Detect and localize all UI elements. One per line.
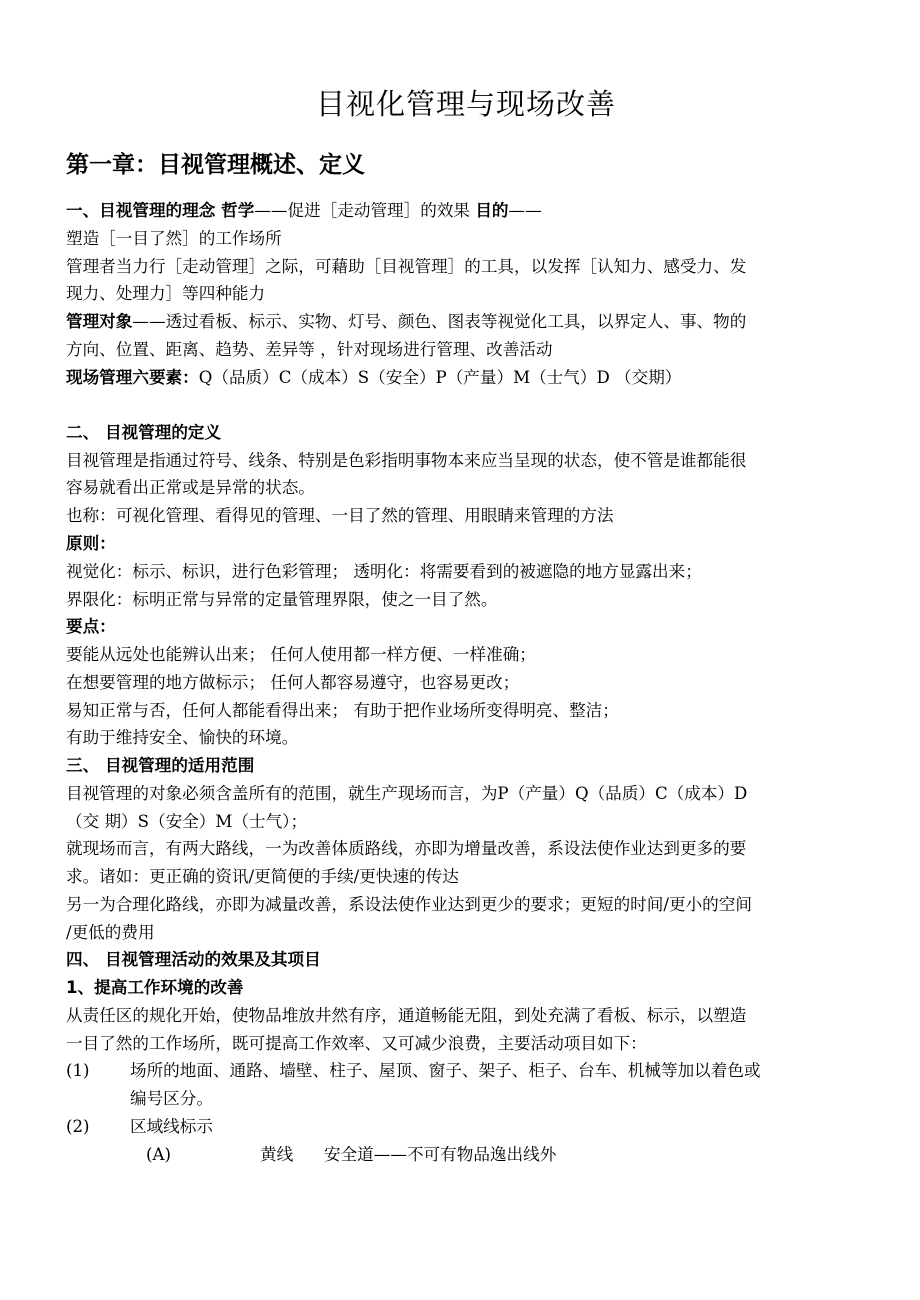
section-1-title: 一、目视管理的理念 哲学	[66, 201, 255, 220]
paragraph-line: 从责任区的规化开始，使物品堆放井然有序，通道畅能无阻，到处充满了看板、标示，以塑造	[66, 1006, 747, 1025]
section-4-heading: 四、 目视管理活动的效果及其项目	[66, 950, 321, 969]
principle-line: 视觉化：标示、标识，进行色彩管理； 透明化：将需要看到的被遮隐的地方显露出来；	[66, 562, 702, 581]
list-item-number: (1)	[66, 1061, 90, 1080]
document-title: 目视化管理与现场改善	[315, 87, 616, 121]
paragraph-line: 塑造［一目了然］的工作场所	[66, 229, 282, 248]
paragraph-line: 目视管理的对象必须含盖所有的范围，就生产现场而言，为P（产量）Q（品质）C（成本）D	[66, 784, 748, 803]
list-item-text: 场所的地面、通路、墙壁、柱子、屋顶、窗子、架子、柜子、台车、机械等加以着色或	[130, 1061, 761, 1080]
management-object-label: 管理对象	[66, 312, 133, 331]
chapter-heading: 第一章：目视管理概述、定义	[66, 152, 365, 178]
key-points-label: 要点：	[66, 617, 116, 636]
principle-line: 界限化：标明正常与异常的定量管理界限，使之一目了然。	[66, 590, 498, 609]
paragraph-line: /更低的费用	[66, 923, 155, 942]
list-item-number: (2)	[66, 1117, 90, 1136]
paragraph-line: 容易就看出正常或是异常的状态。	[66, 478, 315, 497]
section-3-heading: 三、 目视管理的适用范围	[66, 756, 255, 775]
paragraph-line: 也称：可视化管理、看得见的管理、一目了然的管理、用眼睛来管理的方法	[66, 506, 614, 525]
management-object-line	[66, 311, 746, 333]
paragraph-line: 一目了然的工作场所，既可提高工作效率、又可减少浪费，主要活动项目如下：	[66, 1034, 647, 1053]
key-point-line: 在想要管理的地方做标示； 任何人都容易遵守，也容易更改；	[66, 673, 520, 692]
paragraph-line: 现力、处理力］等四种能力	[66, 284, 266, 303]
six-elements-label: 现场管理六要素：	[66, 368, 199, 387]
key-point-line: 有助于维持安全、愉快的环境。	[66, 728, 299, 747]
section-1-philosophy: ——促进［走动管理］的效果	[254, 201, 476, 220]
paragraph-line: 方向、位置、距离、趋势、差异等 ，针对现场进行管理、改善活动	[66, 340, 553, 359]
paragraph-line: 另一为合理化路线，亦即为减量改善，系设法使作业达到更少的要求；更短的时间/更小的空间	[66, 895, 752, 914]
subsection-heading: 1、提高工作环境的改善	[66, 978, 244, 997]
principle-label: 原则：	[66, 534, 116, 553]
list-item-continuation: 编号区分。	[130, 1089, 213, 1108]
section-1-heading	[66, 200, 542, 222]
key-point-line: 要能从远处也能辨认出来； 任何人使用都一样方便、一样准确；	[66, 645, 536, 664]
paragraph-line: 目视管理是指通过符号、线条、特别是色彩指明事物本来应当呈现的状态，使不管是谁都能很	[66, 451, 747, 470]
paragraph-line: 就现场而言，有两大路线，一为改善体质路线，亦即为增量改善，系设法使作业达到更多的要	[66, 839, 747, 858]
management-object-text: ——透过看板、标示、实物、灯号、颜色、图表等视觉化工具，以界定人、事、物的	[132, 312, 747, 331]
sub-item-text: 安全道——不可有物品逸出线外	[324, 1145, 557, 1164]
six-elements-line	[66, 367, 681, 389]
key-point-line: 易知正常与否，任何人都能看得出来； 有助于把作业场所变得明亮、整洁；	[66, 701, 619, 720]
paragraph-line: 求。诸如：更正确的资讯/更简便的手续/更快速的传达	[66, 867, 459, 886]
paragraph-line: （交 期）S（安全）M（士气）；	[66, 812, 308, 831]
section-2-heading: 二、 目视管理的定义	[66, 423, 222, 442]
six-elements-text: Q（品质）C（成本）S（安全）P（产量）M（士气）D （交期）	[198, 368, 682, 387]
list-item-text: 区域线标示	[130, 1117, 213, 1136]
sub-item-color: 黄线	[260, 1145, 294, 1164]
paragraph-line: 管理者当力行［走动管理］之际，可藉助［目视管理］的工具，以发挥［认知力、感受力、发	[66, 257, 747, 276]
sub-item-number: (A)	[146, 1145, 171, 1164]
section-1-dash: ——	[508, 201, 542, 220]
section-1-purpose-label: 目的	[475, 201, 509, 220]
